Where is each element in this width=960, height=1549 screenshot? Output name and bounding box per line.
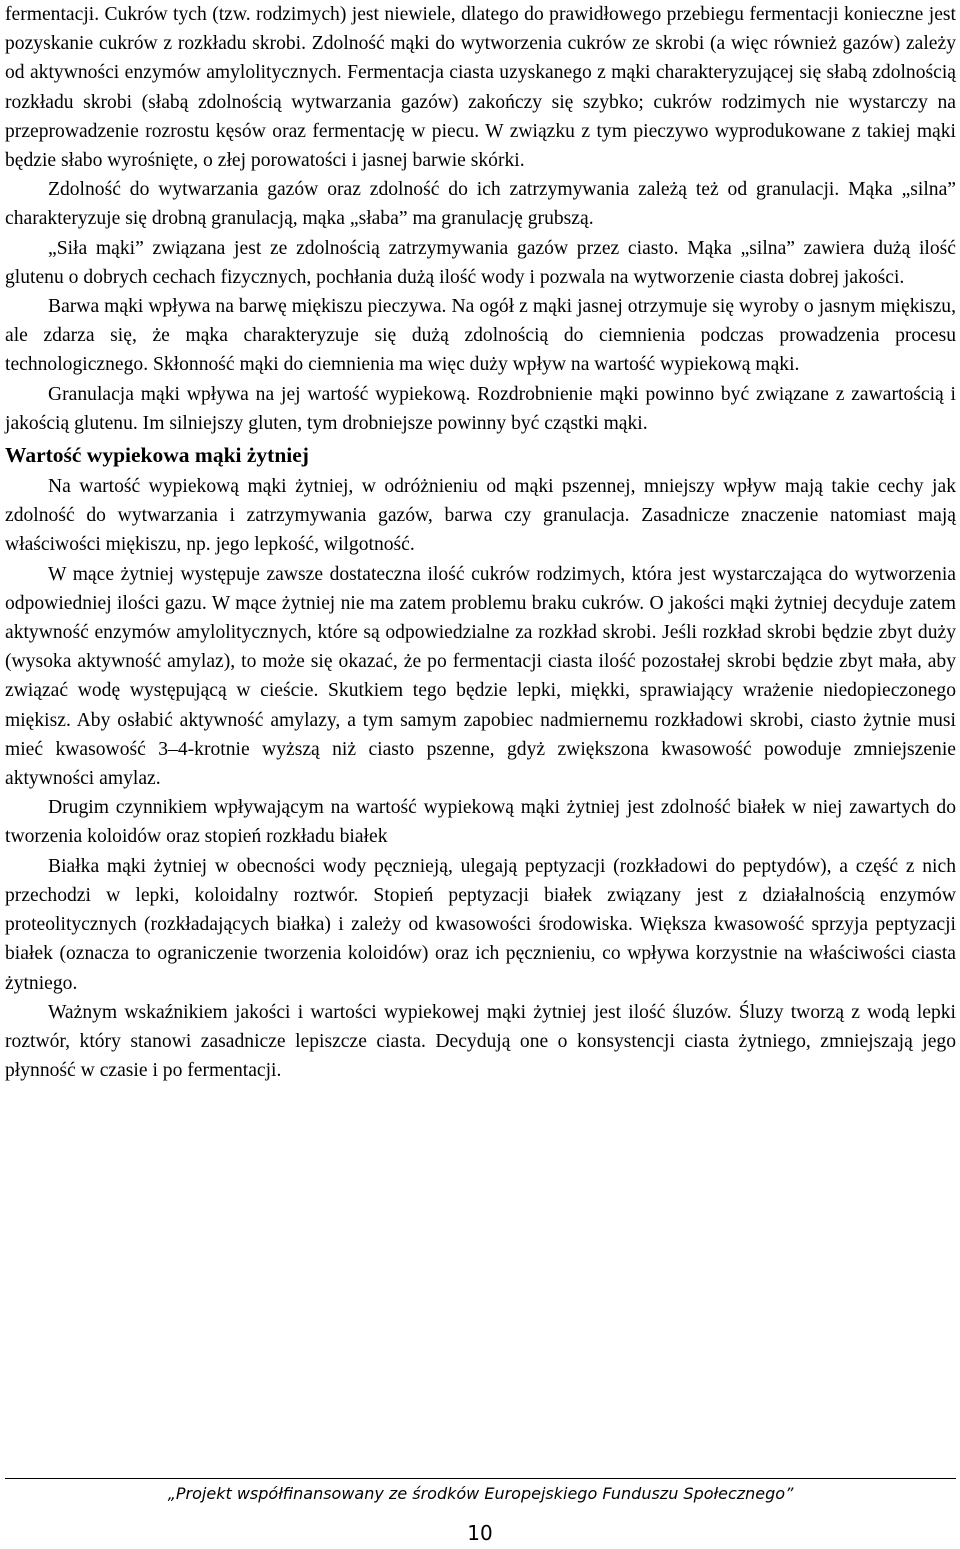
paragraph-rye-baking-value: Na wartość wypiekową mąki żytniej, w odróżnieniu od mąki pszennej, mniejszy wpływ mają takie cechy jak zdolność do wytwarzania i zatrzymywania gazów, barwa czy granulacja. Zasadnicze znaczenie natomiast mają właściwości miękiszu, np. jego lepkość, wilgotność. <box>5 476 956 556</box>
page-number: 10 <box>467 1521 493 1545</box>
paragraph-fermentation: fermentacji. Cukrów tych (tzw. rodzimych) jest niewiele, dlatego do prawidłowego przebiegu fermentacji konieczne jest pozyskanie cukrów z rozkładu skrobi. Zdolność mąki do wytworzenia cukrów ze skrobi (a więc również gazów) zależy od aktywności enzymów amylolitycznych. Fermentacja ciasta uzyskanego z mąki charakteryzującej się słabą zdolnością rozkładu skrobi (słabą zdolnością wytwarzania gazów) zakończy się szybko; cukrów rodzimych nie wystarczy na przeprowadzenie rozrostu kęsów oraz fermentację w piecu. W związku z tym pieczywo wyprodukowane z takiej mąki będzie słabo wyrośnięte, o złej porowatości i jasnej barwie skórki. <box>5 4 956 172</box>
paragraph-rye-peptization: Białka mąki żytniej w obecności wody pęcznieją, ulegają peptyzacji (rozkładowi do peptydów), a część z nich przechodzi w lepki, koloidalny roztwór. Stopień peptyzacji białek związany jest z działalnością enzymów proteolitycznych (rozkładających białka) i zależy od kwasowości środowiska. Większa kwasowość sprzyja peptyzacji białek (oznacza to ograniczenie tworzenia koloidów) oraz ich pęcznieniu, co wpływa korzystnie na właściwości ciasta żytniego. <box>5 855 956 994</box>
footer-funding-note: „Projekt współfinansowany ze środków Europejskiego Funduszu Społecznego” <box>167 1484 794 1503</box>
paragraph-flour-granulation: Granulacja mąki wpływa na jej wartość wypiekową. Rozdrobnienie mąki powinno być związane z zawartością i jakością glutenu. Im silniejszy gluten, tym drobniejsze powinny być cząstki mąki. <box>5 383 956 434</box>
paragraph-rye-proteins: Drugim czynnikiem wpływającym na wartość wypiekową mąki żytniej jest zdolność białek w niej zawartych do tworzenia koloidów oraz stopień rozkładu białek <box>5 797 956 848</box>
page-footer <box>5 1478 956 1505</box>
section-heading: Wartość wypiekowa mąki żytniej <box>5 443 309 468</box>
paragraph-gas-granulation: Zdolność do wytwarzania gazów oraz zdolność do ich zatrzymywania zależą też od granulacji. Mąka „silna” charakteryzuje się drobną granulacją, mąka „słaba” ma granulację grubszą. <box>5 179 956 230</box>
paragraph-rye-mucilage: Ważnym wskaźnikiem jakości i wartości wypiekowej mąki żytniej jest ilość śluzów. Śluzy tworzą z wodą lepki roztwór, który stanowi zasadnicze lepiszcze ciasta. Decydują one o konsystencji ciasta żytniego, zmniejszają jego płynność w czasie i po fermentacji. <box>5 1001 956 1082</box>
paragraph-flour-color: Barwa mąki wpływa na barwę miękiszu pieczywa. Na ogół z mąki jasnej otrzymuje się wyroby o jasnym miękiszu, ale zdarza się, że mąka charakteryzuje się dużą zdolnością do ciemnienia podczas prowadzenia procesu technologicznego. Skłonność mąki do ciemnienia ma więc duży wpływ na wartość wypiekową mąki. <box>5 296 956 376</box>
paragraph-flour-strength: „Siła mąki” związana jest ze zdolnością zatrzymywania gazów przez ciasto. Mąka „silna” zawiera dużą ilość glutenu o dobrych cechach fizycznych, pochłania dużą ilość wody i pozwala na wytworzenie ciasta dobrej jakości. <box>5 237 956 288</box>
paragraph-rye-sugars: W mące żytniej występuje zawsze dostateczna ilość cukrów rodzimych, która jest wystarczająca do wytworzenia odpowiedniej ilości gazu. W mące żytniej nie ma zatem problemu braku cukrów. O jakości mąki żytniej decyduje zatem aktywność enzymów amylolitycznych, które są odpowiedzialne za rozkład skrobi. Jeśli rozkład skrobi będzie zbyt duży (wysoka aktywność amylaz), to może się okazać, że po fermentacji ciasta ilość pozostałej skrobi będzie zbyt mała, aby związać wodę występującą w cieście. Skutkiem tego będzie lepki, miękki, sprawiający wrażenie niedopieczonego miękisz. Aby osłabić aktywność amylazy, a tym samym zapobiec nadmiernemu rozkładowi skrobi, ciasto żytnie musi mieć kwasowość 3–4-krotnie wyższą niż ciasto pszenne, gdyż zwiększona kwasowość powoduje zmniejszenie aktywności amylaz. <box>5 563 956 790</box>
document-body <box>5 0 956 1085</box>
